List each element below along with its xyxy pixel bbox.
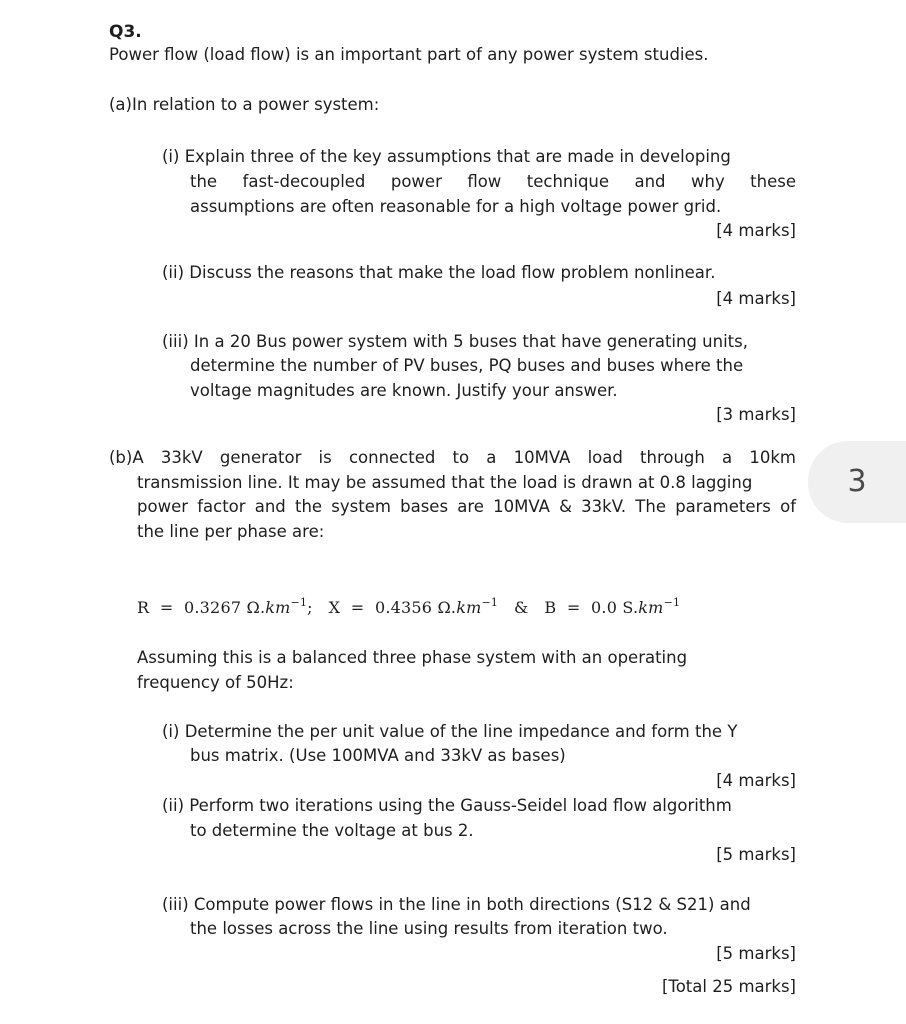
part-b-first-line: (b) A 33kV generator is connected to a 10MVA load through a 10km [109,448,796,467]
part-a-heading: In relation to a power system: [132,95,380,114]
marks-label: [4 marks] [716,221,796,240]
part-a-iii-line: voltage magnitudes are known. Justify your answer. [190,381,618,400]
part-b-i-first-line: (i) Determine the per unit value of the line impedance and form the Y [162,722,738,741]
marks-label: [3 marks] [716,405,796,424]
part-a-ii-line: (ii) Discuss the reasons that make the load flow problem nonlinear. [162,263,716,282]
total-marks: [Total 25 marks] [661,977,796,996]
part-a-ii-label: (ii) [162,263,185,282]
marks-label: [5 marks] [716,944,796,963]
part-a-i-first-line: (i) Explain three of the key assumptions that are made in developing [162,147,731,166]
assumption-line: Assuming this is a balanced three phase system with an operating [137,648,688,667]
part-a-i-line: assumptions are often reasonable for a high voltage power grid. [190,197,722,216]
question-number: Q3. [109,22,142,42]
part-b-line: transmission line. It may be assumed that the load is drawn at 0.8 lagging [137,473,753,492]
line-parameters-equation: R = 0.3267 $\Omega.km^{-1}$; X = 0.4356 $\Omega.km^{-1}$ & B = 0.0 $S.km^{-1}$ [137,596,681,617]
part-a-iii-line: determine the number of PV buses, PQ buses and buses where the [190,356,744,375]
part-a-header [109,95,379,114]
part-b-ii-line: to determine the voltage at bus 2. [190,821,474,840]
part-a-iii-first-line: (iii) In a 20 Bus power system with 5 buses that have generating units, [162,332,748,351]
part-b-ii-first-line: (ii) Perform two iterations using the Gauss-Seidel load flow algorithm [162,796,732,815]
part-a-label: (a) [109,95,132,114]
part-b-label: (b) [109,448,133,467]
marks-label: [5 marks] [716,845,796,864]
part-b-i-label: (i) [162,722,180,741]
part-b-iii-label: (iii) [162,895,189,914]
part-b-iii-first-line: (iii) Compute power flows in the line in both directions (S12 & S21) and [162,895,751,914]
part-b-line: the line per phase are: [137,522,325,541]
marks-label: [4 marks] [716,289,796,308]
page-number: 3 [847,464,867,499]
assumption-line: frequency of 50Hz: [137,673,294,692]
part-b-line: power factor and the system bases are 10MVA & 33kV. The parameters of [137,497,796,516]
marks-label: [4 marks] [716,771,796,790]
question-intro: Power flow (load flow) is an important part of any power system studies. [109,45,709,64]
part-a-i-line: the fast-decoupled power flow technique and why these [190,172,796,191]
part-b-iii-line: the losses across the line using results from iteration two. [190,919,668,938]
part-a-iii-label: (iii) [162,332,189,351]
part-b-i-line: bus matrix. (Use 100MVA and 33kV as bases) [190,746,566,765]
part-b-ii-label: (ii) [162,796,185,815]
part-a-i-label: (i) [162,147,180,166]
